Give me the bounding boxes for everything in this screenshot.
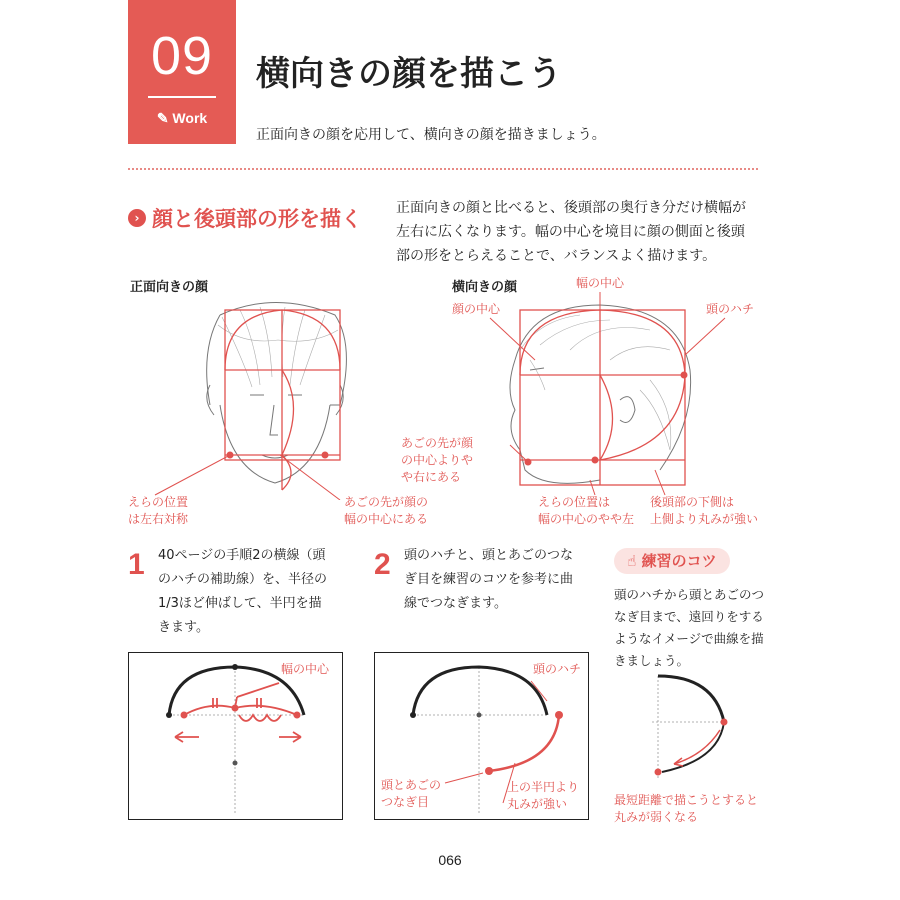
tips-join-dot — [655, 769, 662, 776]
side-note-era-line2: 幅の中心のやや左 — [538, 512, 635, 526]
tips-text — [614, 584, 764, 672]
step1-red-dot-right — [294, 712, 301, 719]
side-note-chin-line3: や右にある — [401, 470, 462, 484]
side-face-label: 横向きの顔 — [452, 280, 518, 295]
side-note-back — [650, 494, 758, 528]
dotted-divider — [128, 168, 758, 170]
section-heading — [128, 203, 362, 233]
step1-red-dot-center — [232, 705, 239, 712]
page-title: 横向きの顔を描こう — [256, 54, 562, 94]
step2-left-dot — [410, 712, 416, 718]
front-note-era-line2: は左右対称 — [128, 512, 189, 526]
section-intro: 正面向きの顔と比べると、後頭部の奥行き分だけ横幅が左右に広くなります。幅の中心を境目に顔の側面と後頭部の形をとらえることで、バランスよく描けます。 — [396, 200, 746, 264]
step2-upper-arc — [413, 667, 547, 715]
tips-note-line2: 丸みが弱くなる — [614, 810, 699, 824]
step2-join-label — [381, 777, 441, 811]
step1-line2: のハチの補助線）を、半径の — [158, 572, 328, 587]
step1-left-dot — [166, 712, 172, 718]
chapter-number: 09 — [150, 26, 214, 86]
step1-line3: 1/3ほど伸ばして、半円を描 — [158, 596, 322, 611]
tips-line3: ようなイメージで曲線を描 — [614, 631, 764, 646]
step1-line4: きます。 — [158, 620, 209, 635]
side-note-back-line2: 上側より丸みが強い — [650, 512, 759, 526]
side-note-era-line1: えらの位置は — [538, 495, 611, 509]
step1-diagram — [128, 652, 343, 820]
side-note-hachi: 頭のハチ — [706, 302, 755, 316]
step2-line1: 頭のハチと、頭とあごのつな — [404, 548, 574, 563]
step2-hachi-label: 頭のハチ — [533, 662, 582, 676]
page-number: 066 — [438, 852, 462, 868]
tips-note-line1: 最短距離で描こうとすると — [614, 793, 759, 807]
tips-hachi-dot — [721, 719, 728, 726]
step1-top-dot — [232, 664, 238, 670]
tips-title: 練習のコツ — [641, 552, 717, 570]
step2-upper-line1: 上の半円より — [507, 780, 580, 794]
step1-line1: 40ページの手順2の横線（頭 — [158, 548, 326, 563]
step2-line3: 線でつなぎます。 — [404, 596, 507, 611]
step1-red-dot-left — [181, 712, 188, 719]
side-note-face-center: 顔の中心 — [452, 302, 501, 316]
front-note-era — [128, 494, 188, 528]
side-note-back-line1: 後頭部の下側は — [650, 495, 735, 509]
chapter-badge — [128, 0, 236, 144]
tips-short-curve — [662, 722, 724, 772]
step1-width-center-label: 幅の中心 — [281, 662, 330, 676]
step2-hachi-dot — [555, 711, 563, 719]
step2-lower-curve — [489, 715, 559, 771]
badge-divider — [148, 96, 216, 98]
front-note-chin-line1: あごの先が顔の — [344, 495, 429, 509]
step2-center-dot — [477, 713, 482, 718]
front-note-chin — [344, 494, 428, 528]
side-note-chin-line1: あごの先が顔 — [401, 436, 474, 450]
step1-mid-dot — [233, 761, 238, 766]
front-note-era-line1: えらの位置 — [128, 495, 189, 509]
tips-upper-arc — [658, 676, 724, 722]
tips-line1: 頭のハチから頭とあごのつ — [614, 587, 765, 602]
step2-line2: ぎ目を練習のコツを参考に曲 — [404, 572, 574, 587]
tips-line4: きましょう。 — [614, 653, 690, 668]
step2-number: 2 — [374, 548, 391, 581]
page-subtitle: 正面向きの顔を応用して、横向きの顔を描きましょう。 — [256, 127, 606, 143]
step1-number: 1 — [128, 548, 145, 581]
side-note-chin-line2: の中心よりや — [401, 453, 474, 467]
tips-badge — [614, 548, 730, 574]
step2-diagram — [374, 652, 589, 820]
step1-text — [158, 544, 368, 640]
chevron-right-icon: › — [128, 209, 146, 227]
tips-line2: なぎ目まで、遠回りをする — [614, 609, 764, 624]
step2-join-line2: つなぎ目 — [381, 795, 430, 809]
tips-diagram — [614, 660, 764, 790]
front-face-label: 正面向きの顔 — [130, 280, 209, 295]
hand-pointer-icon: ☝ — [627, 552, 637, 570]
step2-join-line1: 頭とあごの — [381, 778, 442, 792]
step2-upper-label — [507, 779, 579, 813]
side-note-era — [538, 494, 634, 528]
step2-join-dot — [485, 767, 493, 775]
badge-work-label: ✎ Work — [156, 110, 208, 126]
side-note-chin — [401, 435, 473, 486]
side-note-width-center: 幅の中心 — [576, 276, 625, 290]
front-note-chin-line2: 幅の中心にある — [344, 512, 429, 526]
step2-upper-line2: 丸みが強い — [507, 797, 568, 811]
section-heading-text: 顔と後頭部の形を描く — [152, 207, 362, 231]
step2-text — [404, 544, 604, 616]
tips-note — [614, 792, 758, 826]
